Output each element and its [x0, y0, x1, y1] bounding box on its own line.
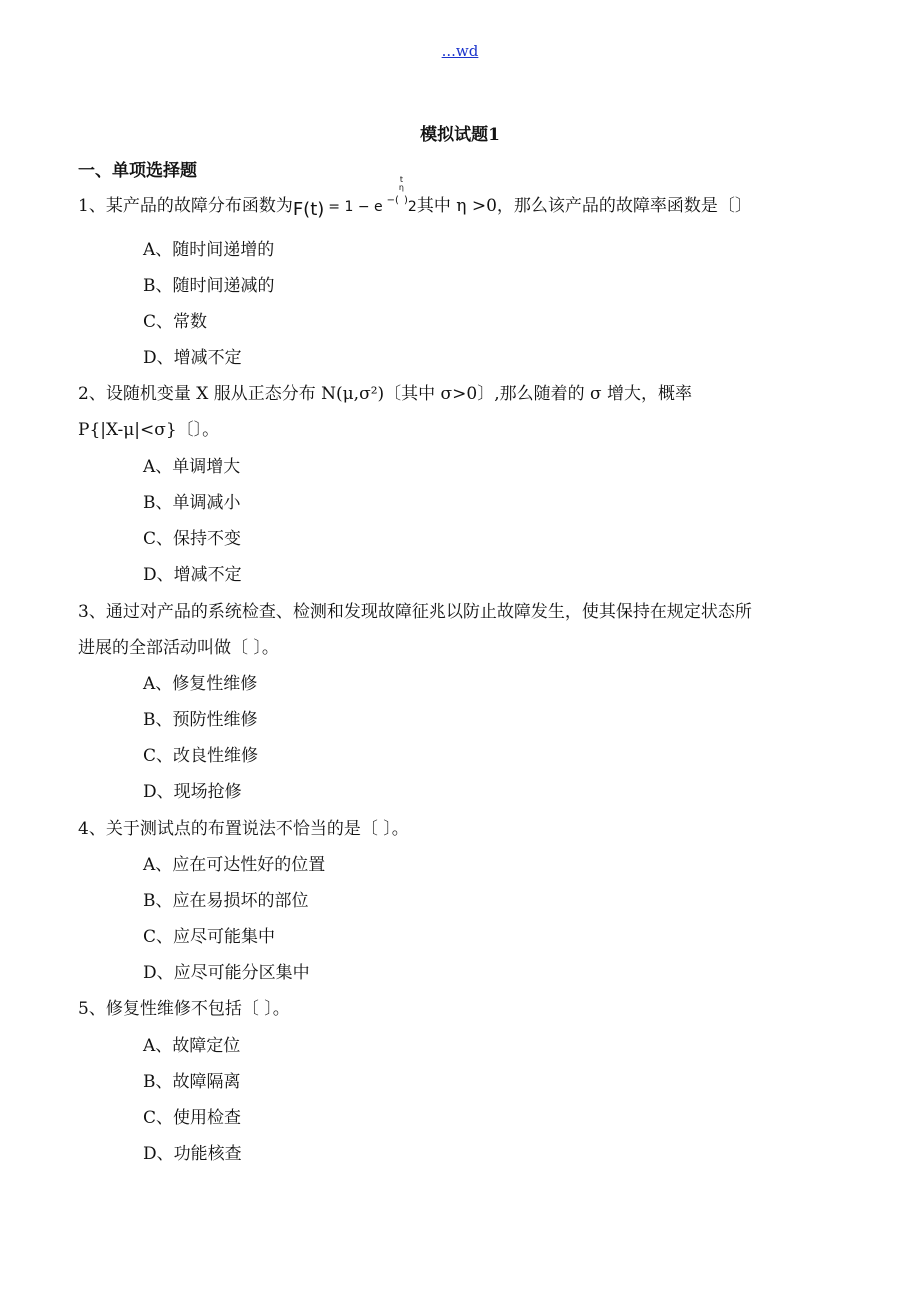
question-3-line-2: 进展的全部活动叫做〔 〕。 — [78, 638, 279, 658]
question-1-suffix: 其中 η >0，那么该产品的故障率函数是〔〕 — [416, 196, 752, 216]
question-1-prefix: 1、某产品的故障分布函数为 — [78, 196, 293, 216]
question-1-option-d: D、增减不定 — [143, 348, 242, 368]
question-2-option-d: D、增减不定 — [143, 565, 242, 585]
question-3-option-a: A、修复性维修 — [143, 674, 258, 694]
header-text: ...wd — [441, 42, 479, 60]
question-3-option-b: B、预防性维修 — [143, 710, 258, 730]
section-heading: 一、单项选择题 — [78, 161, 197, 181]
formula-exp-open: −( — [386, 195, 399, 206]
question-1-option-b: B、随时间递减的 — [143, 276, 275, 296]
document-title: 模拟试题1 — [420, 125, 500, 145]
question-1 — [78, 175, 818, 227]
formula-fraction — [399, 176, 404, 192]
question-1-option-a: A、随时间递增的 — [143, 240, 275, 260]
question-2-option-c: C、保持不变 — [143, 529, 242, 549]
formula-frac-num: t — [399, 175, 404, 184]
question-4-option-a: A、应在可达性好的位置 — [143, 855, 326, 875]
formula-exp-close: ) — [404, 195, 408, 206]
question-5-option-c: C、使用检查 — [143, 1108, 242, 1128]
page-header — [0, 42, 920, 60]
question-5-option-a: A、故障定位 — [143, 1036, 241, 1056]
question-4-option-c: C、应尽可能集中 — [143, 927, 276, 947]
question-4-option-b: B、应在易损坏的部位 — [143, 891, 309, 911]
formula-frac-den: η — [398, 183, 404, 192]
question-5-option-d: D、功能核查 — [143, 1144, 242, 1164]
question-1-option-c: C、常数 — [143, 312, 208, 332]
question-3-option-d: D、现场抢修 — [143, 782, 242, 802]
failure-distribution-formula — [292, 175, 417, 220]
question-2-option-b: B、单调减小 — [143, 493, 241, 513]
question-4-option-d: D、应尽可能分区集中 — [143, 963, 310, 983]
question-2-option-a: A、单调增大 — [143, 457, 241, 477]
question-5-line-1: 5、修复性维修不包括〔 〕。 — [78, 999, 290, 1019]
formula-lhs: F(t) — [292, 199, 325, 220]
question-3-line-1: 3、通过对产品的系统检查、检测和发现故障征兆以防止故障发生，使其保持在规定状态所 — [78, 602, 752, 622]
question-2-line-2: P{|X-μ|<σ}〔〕。 — [78, 420, 220, 440]
formula-power: 2 — [407, 199, 417, 215]
question-5-option-b: B、故障隔离 — [143, 1072, 241, 1092]
question-2-line-1: 2、设随机变量 X 服从正态分布 N(μ,σ²)〔其中 σ>0〕,那么随着的 σ 增大，概率 — [78, 384, 693, 404]
question-3-option-c: C、改良性维修 — [143, 746, 259, 766]
formula-rhs: = 1 − e — [328, 199, 383, 215]
question-4-line-1: 4、关于测试点的布置说法不恰当的是〔 〕。 — [78, 819, 409, 839]
formula-exponent — [386, 175, 408, 206]
